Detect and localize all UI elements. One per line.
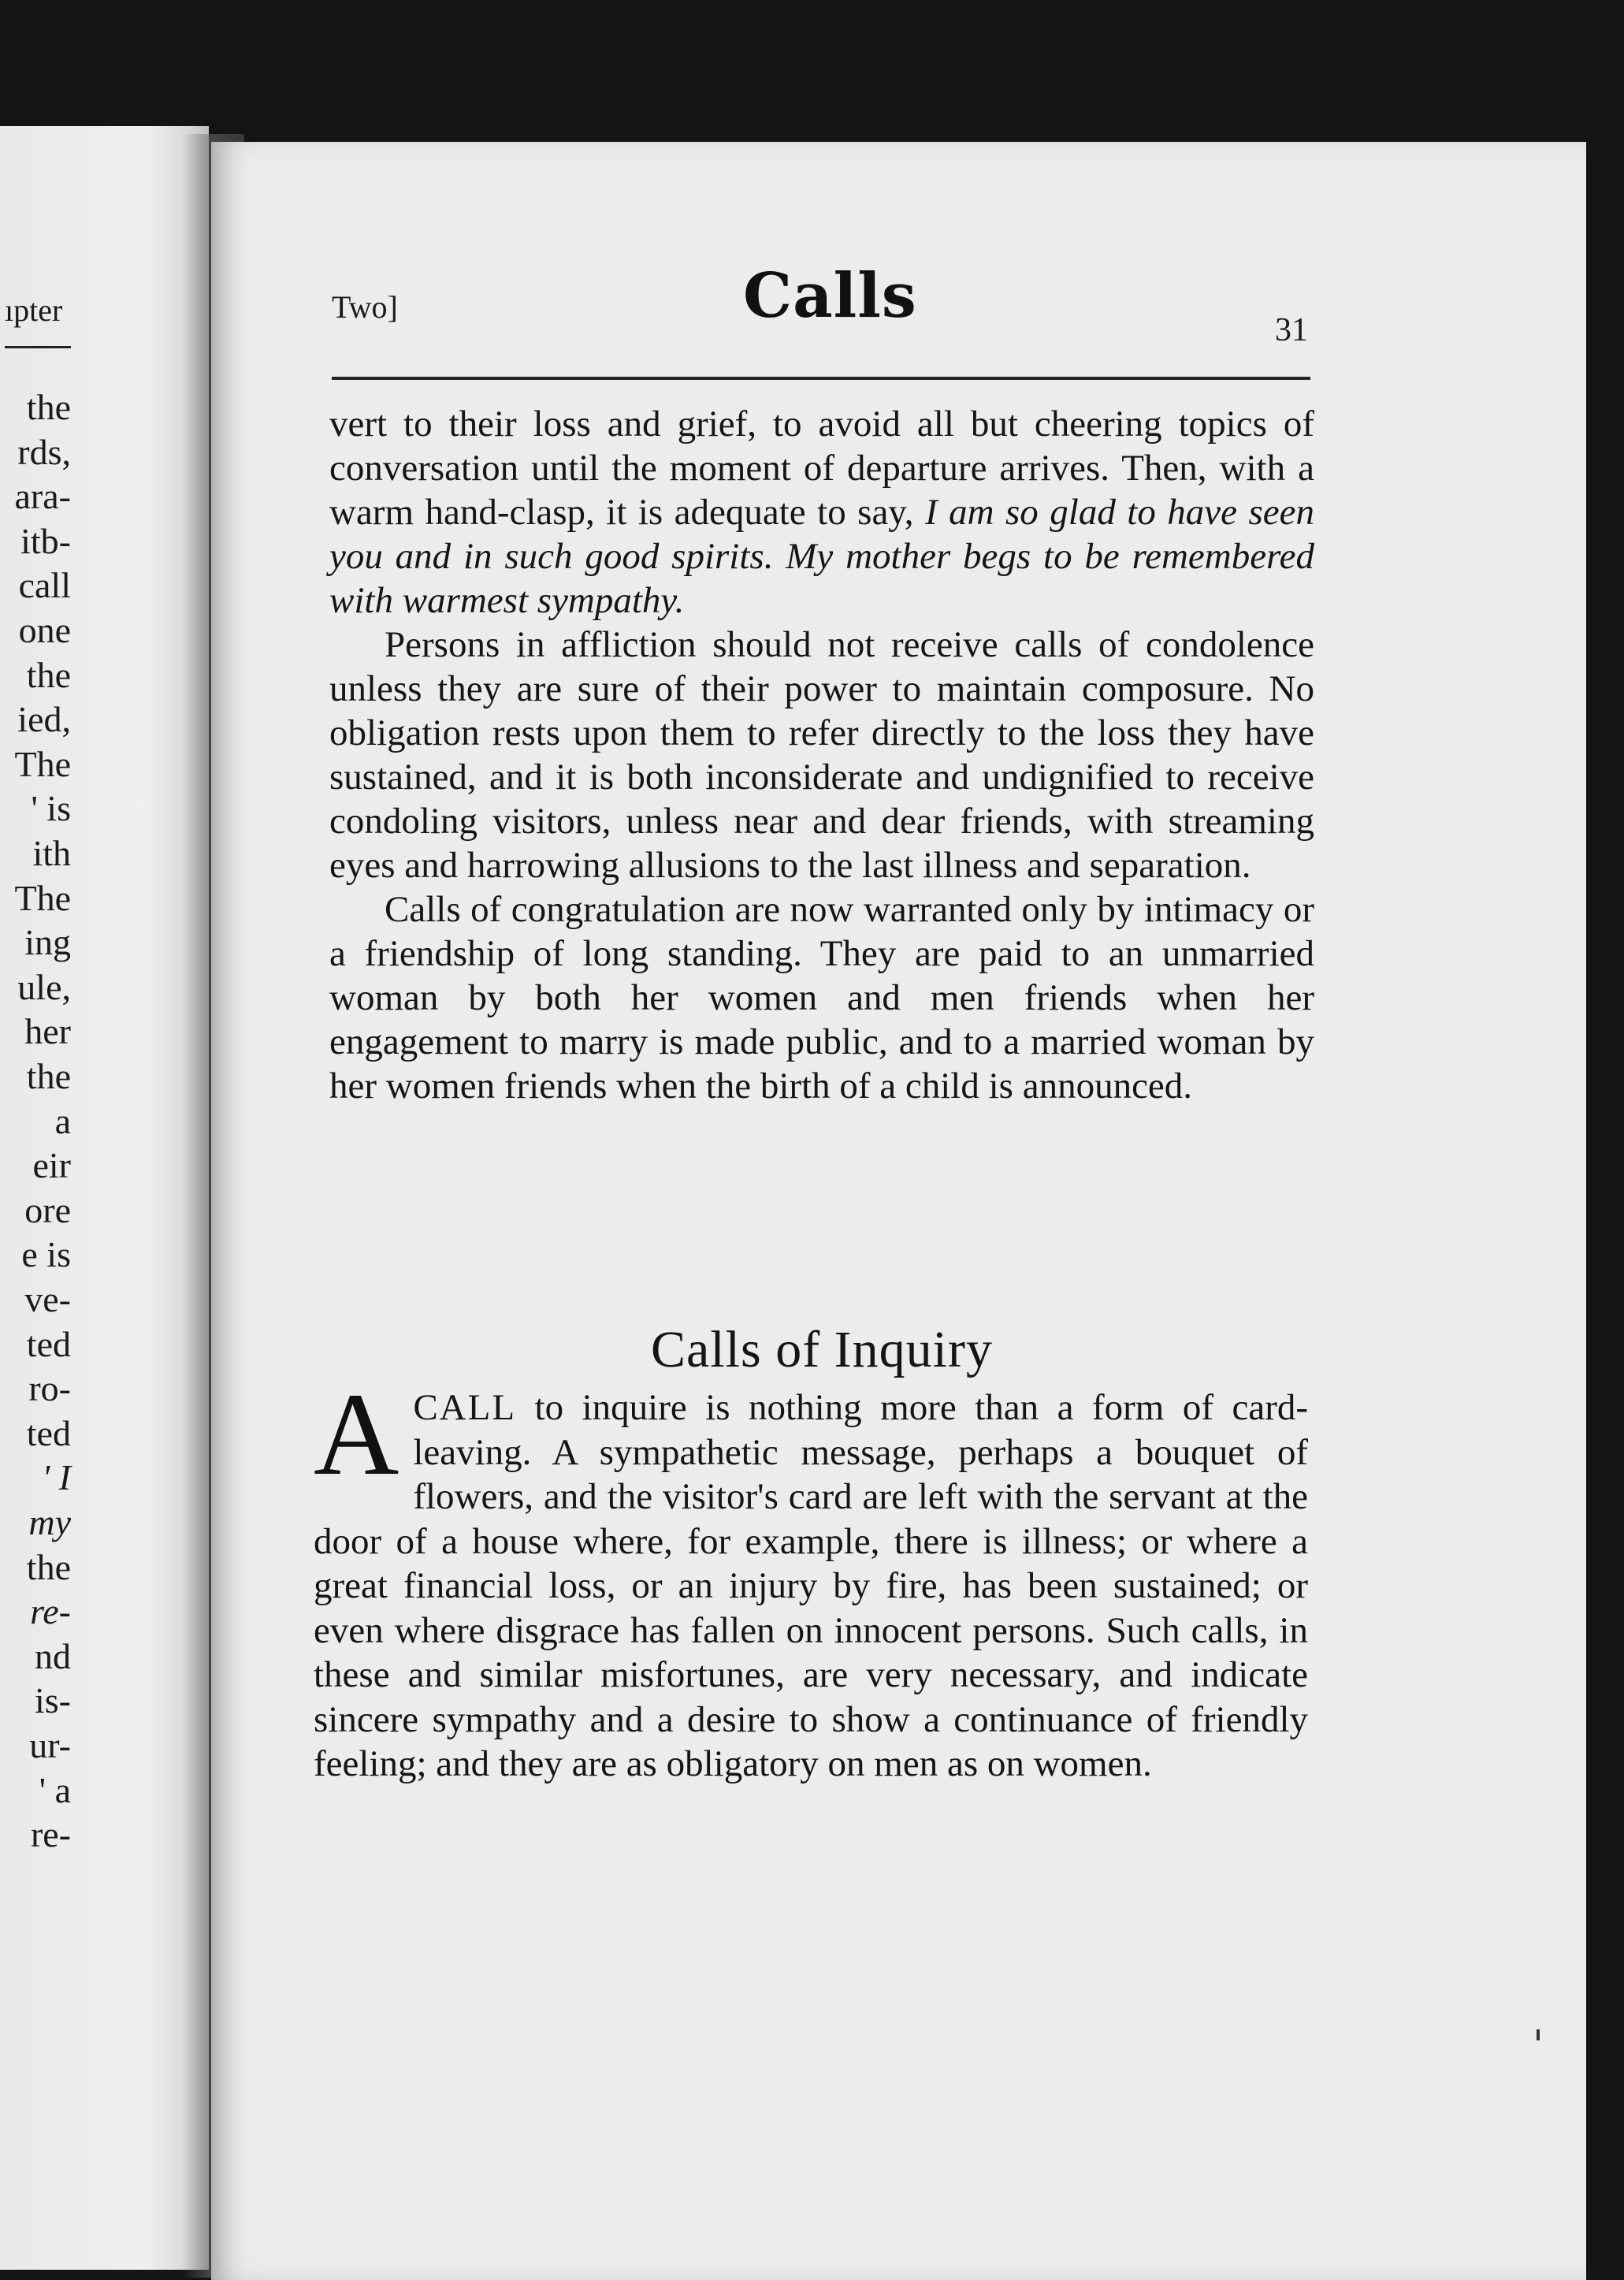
left-page-line-fragment: ur- (29, 1725, 71, 1765)
right-page (211, 142, 1586, 2280)
left-page-line-fragment: her (24, 1011, 71, 1052)
left-page-line-fragment: call (18, 565, 71, 606)
paragraph-text: vert to their loss and grief, to avoid all but cheering topics of conversation until the moment of departure arrives. Then, with a warm hand-clasp, it is adequate to say, (329, 404, 1314, 533)
left-page-line-fragment: eir (32, 1145, 71, 1186)
running-head-title: Calls (743, 260, 917, 332)
left-page-line-fragment: is- (35, 1680, 71, 1721)
paragraph-persons-in-affliction: Persons in affliction should not receive calls of condolence unless they are sure of their power to maintain composure. No obligation rests upon them to refer directly to the loss they have sustained, and it is both inconsiderate and undignified to receive condoling visitors, unless near and dear friends, with streaming eyes and harrowing allusions to the last illness and separation. (329, 624, 1314, 886)
left-page-line-fragment: one (18, 610, 71, 650)
running-head-chapter: Two] (332, 289, 398, 325)
left-page-line-fragment: ied, (17, 699, 71, 740)
paragraph-congratulation: Calls of congratulation are now warranted only by intimacy or a friendship of long standing. They are paid to an unmarried woman by both her women and men friends when her engagement to marry is made public, and to a married woman by her women friends when the birth of a child is announced. (329, 889, 1314, 1107)
left-page-line-fragment: ve- (24, 1279, 71, 1319)
paragraph-calls-of-inquiry (314, 1369, 1308, 1787)
left-page-line-fragment: the (26, 1056, 71, 1096)
left-page-line-fragment: e is (21, 1234, 71, 1275)
left-facing-page (0, 126, 209, 2270)
left-page-line-fragment: ' is (31, 788, 71, 829)
paragraph-text: to inquire is nothing more than a form of card-leaving. A sympathetic message, perhaps a bouquet of flowers, and the visitor's card are left with the servant at the door of a house where, for example, there is illness; or where a great financial loss, or an injury by fire, has been sustained; or even where disgrace has fallen on innocent persons. Such calls, in these and similar misfortunes, are very necessary, and indicate sincere sympathy and a desire to show a continuance of friendly feeling; and they are as obligatory on men as on women. (314, 1387, 1308, 1784)
left-page-line-fragment: re- (30, 1591, 71, 1632)
section-heading: Calls of Inquiry (651, 1321, 993, 1378)
left-page-line-fragment: ara- (14, 476, 71, 517)
left-page-line-fragment: a (54, 1100, 71, 1141)
quoted-phrase: I am so glad to have seen you and in such good spirits. My mother begs to be remembered with warmest sympathy. (329, 492, 1315, 621)
left-page-line-fragment: ro- (28, 1368, 71, 1409)
left-page-running-head: ıpter (5, 292, 71, 348)
left-page-line-fragment: ith (32, 833, 71, 873)
left-page-line-fragment: ore (24, 1189, 71, 1230)
scan-speck (1537, 2029, 1540, 2040)
left-page-line-fragment: nd (35, 1635, 71, 1676)
left-page-line-fragment: the (26, 654, 71, 695)
body-text (329, 402, 1314, 1108)
left-page-line-fragment: The (14, 743, 71, 784)
left-page-line-fragment: re- (30, 1814, 71, 1855)
left-page-line-fragment: The (14, 877, 71, 918)
left-page-line-fragment: ted (26, 1412, 71, 1453)
left-page-line-fragment: ule, (17, 966, 71, 1007)
left-page-line-fragment: itb- (20, 520, 71, 561)
left-page-line-fragment: the (26, 1546, 71, 1587)
left-page-line-fragment: my (28, 1502, 71, 1542)
left-page-line-fragment: ing (24, 922, 71, 963)
paragraph-condolence-close (329, 402, 1314, 623)
left-page-line-fragment: the (26, 387, 71, 427)
left-page-line-fragment: ' I (42, 1457, 71, 1498)
page-number: 31 (1275, 312, 1308, 348)
header-rule (332, 377, 1310, 380)
left-page-line-fragment: ted (26, 1323, 71, 1364)
drop-cap: A (314, 1369, 399, 1500)
left-page-line-fragment: rds, (17, 431, 71, 472)
lead-small-caps: CALL (413, 1387, 517, 1428)
left-page-line-fragment: ' a (39, 1769, 71, 1810)
